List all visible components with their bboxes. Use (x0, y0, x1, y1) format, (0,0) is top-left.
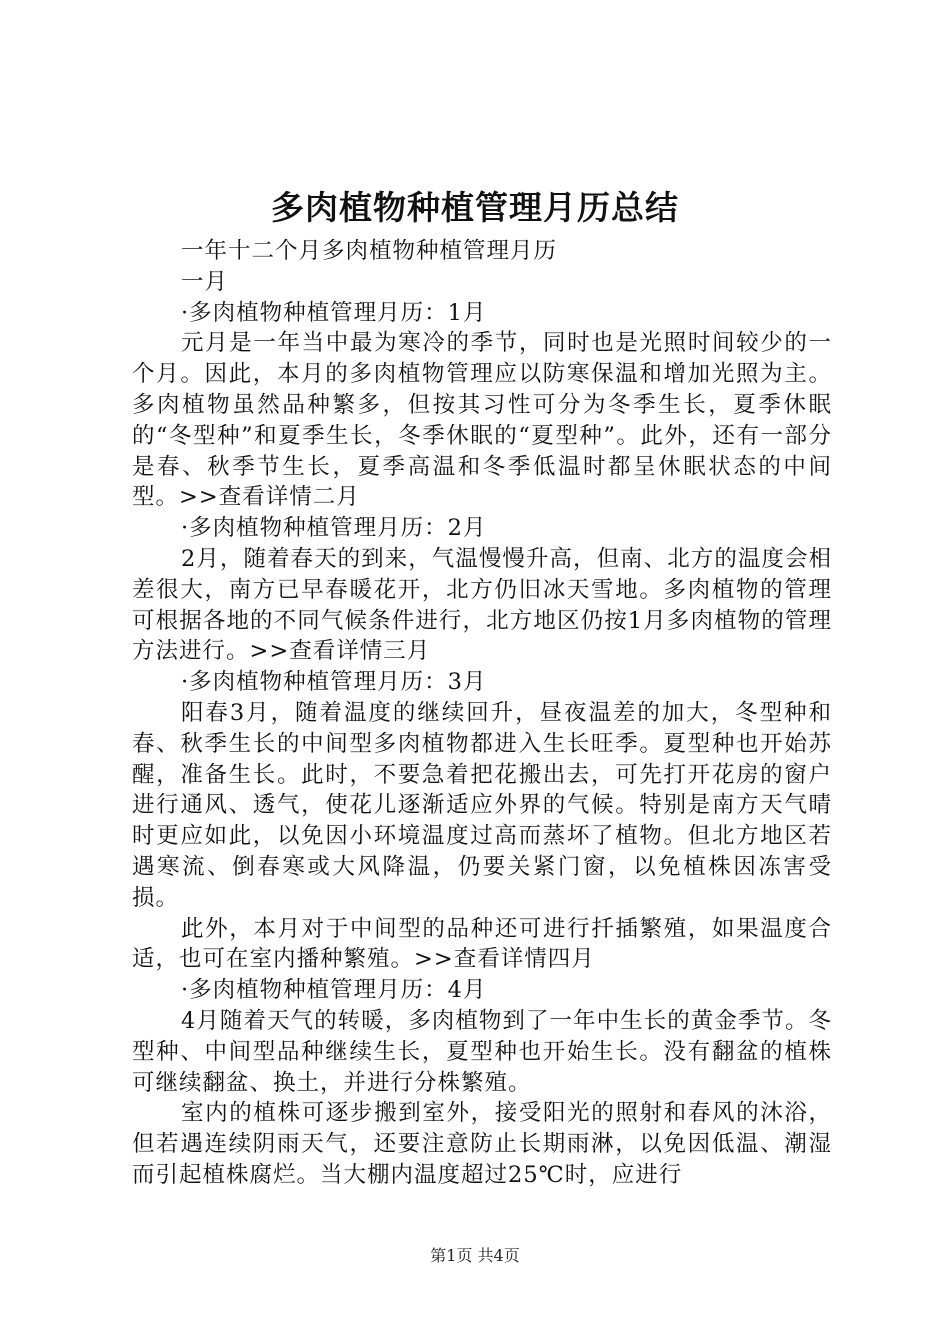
paragraph-february: 2月，随着春天的到来，气温慢慢升高，但南、北方的温度会相差很大，南方已早春暖花开，北方仍旧冰天雪地。多肉植物的管理可根据各地的不同气候条件进行，北方地区仍按1月多肉植物的管理方法进行。>>查看详情三月 (132, 545, 832, 665)
bullet-heading-march: ·多肉植物种植管理月历：3月 (181, 669, 487, 696)
bullet-heading-january: ·多肉植物种植管理月历：1月 (181, 299, 487, 326)
paragraph-march: 阳春3月，随着温度的继续回升，昼夜温差的加大，冬型种和春、秋季生长的中间型多肉植物都进入生长旺季。夏型种也开始苏醒，准备生长。此时，不要急着把花搬出去，可先打开花房的窗户进行通风、透气，使花儿逐渐适应外界的气候。特别是南方天气晴时更应如此，以免因小环境温度过高而蒸坏了植物。但北方地区若遇寒流、倒春寒或大风降温，仍要关紧门窗，以免植株因冻害受损。 (132, 699, 832, 911)
month-heading-january: 一月 (181, 268, 229, 295)
page-footer: 第1页 共4页 (430, 1246, 520, 1265)
paragraph-intro: 一年十二个月多肉植物种植管理月历 (181, 238, 558, 264)
document-body (132, 236, 832, 1191)
paragraph-april: 4月随着天气的转暖，多肉植物到了一年中生长的黄金季节。冬型种、中间型品种继续生长，夏型种也开始生长。没有翻盆的植株可继续翻盆、换土，并进行分株繁殖。 (132, 1007, 832, 1096)
paragraph-march-extra: 此外，本月对于中间型的品种还可进行扦插繁殖，如果温度合适，也可在室内播种繁殖。>>查看详情四月 (132, 915, 832, 973)
document-title: 多肉植物种植管理月历总结 (271, 188, 679, 227)
bullet-heading-april: ·多肉植物种植管理月历：4月 (181, 977, 487, 1004)
bullet-heading-february: ·多肉植物种植管理月历：2月 (181, 515, 487, 542)
paragraph-april-extra: 室内的植株可逐步搬到室外，接受阳光的照射和春风的沐浴，但若遇连续阴雨天气，还要注意防止长期雨淋，以免因低温、潮湿而引起植株腐烂。当大棚内温度超过25℃时，应进行 (132, 1100, 832, 1188)
paragraph-january: 元月是一年当中最为寒冷的季节，同时也是光照时间较少的一个月。因此，本月的多肉植物管理应以防寒保温和增加光照为主。多肉植物虽然品种繁多，但按其习性可分为冬季生长，夏季休眠的“冬型种”和夏季生长，冬季休眠的“夏型种”。此外，还有一部分是春、秋季节生长，夏季高温和冬季低温时都呈休眠状态的中间型。>>查看详情二月 (132, 330, 832, 511)
